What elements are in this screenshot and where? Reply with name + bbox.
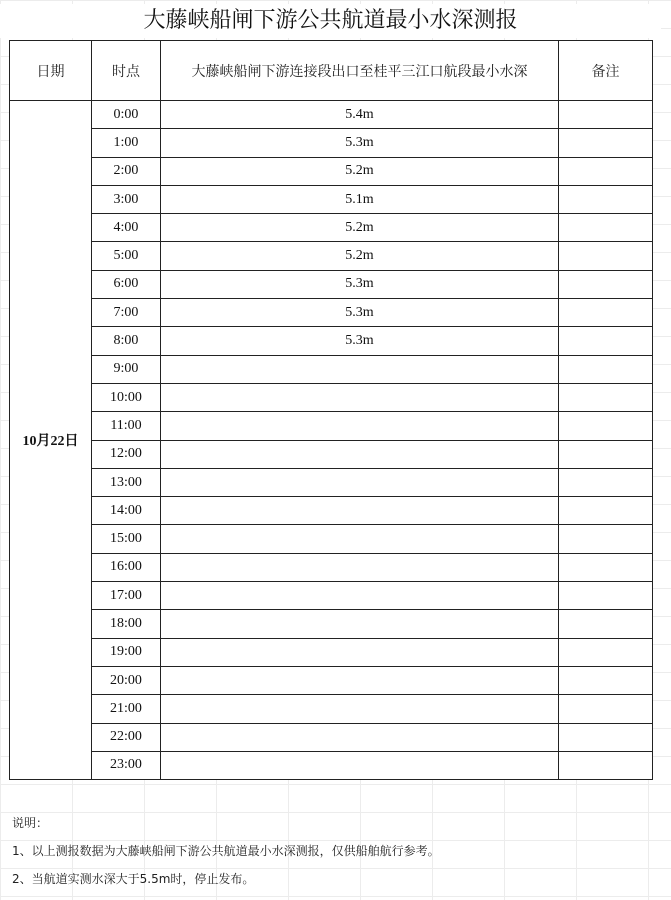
note-cell [559,638,653,666]
depth-cell [161,355,559,383]
table-row [10,242,653,270]
depth-cell [161,525,559,553]
table-row [10,553,653,581]
table-row [10,695,653,723]
table-row [10,270,653,298]
column-header-date: 日期 [10,41,92,101]
note-cell [559,723,653,751]
depth-cell [161,412,559,440]
depth-cell [161,497,559,525]
note-cell [559,751,653,779]
time-cell: 1:00 [92,129,161,157]
note-cell [559,185,653,213]
time-cell: 18:00 [92,610,161,638]
table-row [10,666,653,694]
time-cell: 13:00 [92,468,161,496]
depth-report-table [9,40,653,780]
table-row [10,582,653,610]
depth-cell: 5.4m [161,101,559,129]
depth-cell [161,695,559,723]
note-cell [559,468,653,496]
depth-cell: 5.1m [161,185,559,213]
time-cell: 11:00 [92,412,161,440]
depth-cell: 5.2m [161,242,559,270]
table-row [10,412,653,440]
depth-cell: 5.3m [161,299,559,327]
note-cell [559,666,653,694]
header-row [10,41,653,101]
depth-cell [161,638,559,666]
note-item-2: 2、当航道实测水深大于5.5m时，停止发布。 [12,872,255,886]
depth-cell: 5.3m [161,270,559,298]
note-cell [559,242,653,270]
time-cell: 4:00 [92,214,161,242]
table-row [10,327,653,355]
note-cell [559,270,653,298]
note-cell [559,327,653,355]
time-cell: 12:00 [92,440,161,468]
note-cell [559,157,653,185]
depth-cell: 5.2m [161,157,559,185]
time-cell: 22:00 [92,723,161,751]
note-cell [559,101,653,129]
note-cell [559,299,653,327]
time-cell: 3:00 [92,185,161,213]
time-cell: 20:00 [92,666,161,694]
time-cell: 8:00 [92,327,161,355]
note-cell [559,525,653,553]
table-body [10,101,653,780]
table-row [10,723,653,751]
depth-cell [161,553,559,581]
depth-cell: 5.3m [161,327,559,355]
column-header-depth: 大藤峡船闸下游连接段出口至桂平三江口航段最小水深 [161,41,559,101]
table-row [10,185,653,213]
note-cell [559,497,653,525]
table-row [10,383,653,411]
time-cell: 14:00 [92,497,161,525]
time-cell: 16:00 [92,553,161,581]
table-row [10,610,653,638]
time-cell: 23:00 [92,751,161,779]
table-row [10,129,653,157]
table-row [10,638,653,666]
time-cell: 7:00 [92,299,161,327]
table-row [10,497,653,525]
notes-section [12,812,440,896]
depth-cell: 5.2m [161,214,559,242]
note-cell [559,695,653,723]
depth-cell [161,582,559,610]
table-row [10,468,653,496]
table-row [10,157,653,185]
note-cell [559,440,653,468]
note-cell [559,582,653,610]
note-cell [559,129,653,157]
depth-cell [161,666,559,694]
time-cell: 9:00 [92,355,161,383]
column-header-note: 备注 [559,41,653,101]
time-cell: 0:00 [92,101,161,129]
note-cell [559,610,653,638]
depth-cell [161,383,559,411]
time-cell: 19:00 [92,638,161,666]
table-row [10,751,653,779]
table-row [10,355,653,383]
time-cell: 2:00 [92,157,161,185]
table-row [10,214,653,242]
note-cell [559,383,653,411]
table-row [10,101,653,129]
report-title: 大藤峡船闸下游公共航道最小水深测报 [0,4,661,38]
depth-cell [161,440,559,468]
time-cell: 17:00 [92,582,161,610]
time-cell: 15:00 [92,525,161,553]
depth-cell [161,723,559,751]
note-cell [559,214,653,242]
time-cell: 5:00 [92,242,161,270]
depth-cell: 5.3m [161,129,559,157]
table-row [10,525,653,553]
note-cell [559,553,653,581]
notes-heading: 说明： [12,816,49,830]
depth-cell [161,610,559,638]
date-cell: 10月22日 [10,101,92,780]
depth-cell [161,751,559,779]
time-cell: 6:00 [92,270,161,298]
time-cell: 10:00 [92,383,161,411]
time-cell: 21:00 [92,695,161,723]
depth-cell [161,468,559,496]
note-item-1: 1、以上测报数据为大藤峡船闸下游公共航道最小水深测报，仅供船舶航行参考。 [12,844,440,858]
note-cell [559,355,653,383]
table-row [10,299,653,327]
column-header-time: 时点 [92,41,161,101]
note-cell [559,412,653,440]
table-row [10,440,653,468]
